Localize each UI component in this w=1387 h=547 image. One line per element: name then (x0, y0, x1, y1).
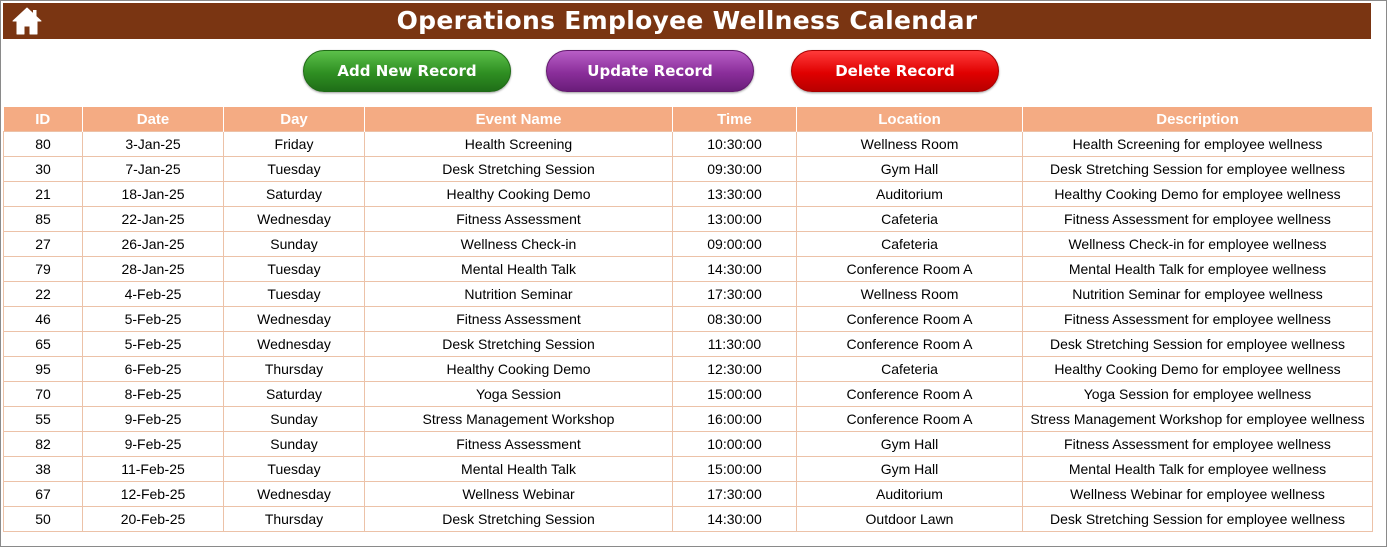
column-header-id[interactable]: ID (4, 107, 83, 132)
cell-description[interactable]: Stress Management Workshop for employee wellness (1023, 407, 1373, 432)
home-icon[interactable] (11, 6, 43, 36)
cell-day[interactable]: Tuesday (224, 257, 365, 282)
column-header-description[interactable]: Description (1023, 107, 1373, 132)
table-row[interactable] (4, 407, 1373, 432)
cell-event-name[interactable]: Wellness Webinar (365, 482, 673, 507)
cell-location[interactable]: Wellness Room (797, 132, 1023, 157)
cell-description[interactable]: Desk Stretching Session for employee wellness (1023, 507, 1373, 532)
table-row[interactable] (4, 282, 1373, 307)
cell-id[interactable]: 80 (4, 132, 83, 157)
cell-day[interactable]: Wednesday (224, 332, 365, 357)
page-title: Operations Employee Wellness Calendar (396, 6, 978, 35)
cell-event-name[interactable]: Desk Stretching Session (365, 157, 673, 182)
cell-time[interactable]: 12:30:00 (673, 357, 797, 382)
cell-id[interactable]: 30 (4, 157, 83, 182)
cell-id[interactable]: 82 (4, 432, 83, 457)
cell-id[interactable]: 95 (4, 357, 83, 382)
cell-event-name[interactable]: Yoga Session (365, 382, 673, 407)
cell-date[interactable]: 9-Feb-25 (83, 407, 224, 432)
cell-location[interactable]: Auditorium (797, 482, 1023, 507)
table-row[interactable] (4, 507, 1373, 532)
cell-date[interactable]: 6-Feb-25 (83, 357, 224, 382)
cell-id[interactable]: 55 (4, 407, 83, 432)
cell-description[interactable]: Desk Stretching Session for employee wellness (1023, 157, 1373, 182)
cell-time[interactable]: 13:00:00 (673, 207, 797, 232)
cell-time[interactable]: 09:00:00 (673, 232, 797, 257)
cell-id[interactable]: 22 (4, 282, 83, 307)
cell-description[interactable]: Health Screening for employee wellness (1023, 132, 1373, 157)
cell-id[interactable]: 21 (4, 182, 83, 207)
add-new-record-button[interactable]: Add New Record (303, 50, 511, 92)
cell-event-name[interactable]: Mental Health Talk (365, 457, 673, 482)
cell-time[interactable]: 08:30:00 (673, 307, 797, 332)
cell-date[interactable]: 8-Feb-25 (83, 382, 224, 407)
delete-record-button[interactable]: Delete Record (791, 50, 999, 92)
cell-date[interactable]: 9-Feb-25 (83, 432, 224, 457)
cell-location[interactable]: Gym Hall (797, 457, 1023, 482)
column-header-time[interactable]: Time (673, 107, 797, 132)
cell-time[interactable]: 16:00:00 (673, 407, 797, 432)
cell-event-name[interactable]: Nutrition Seminar (365, 282, 673, 307)
table-header-row (4, 107, 1373, 132)
cell-time[interactable]: 17:30:00 (673, 282, 797, 307)
column-header-location[interactable]: Location (797, 107, 1023, 132)
cell-event-name[interactable]: Wellness Check-in (365, 232, 673, 257)
cell-time[interactable]: 15:00:00 (673, 457, 797, 482)
cell-location[interactable]: Conference Room A (797, 257, 1023, 282)
cell-event-name[interactable]: Mental Health Talk (365, 257, 673, 282)
cell-time[interactable]: 11:30:00 (673, 332, 797, 357)
cell-date[interactable]: 4-Feb-25 (83, 282, 224, 307)
cell-day[interactable]: Sunday (224, 232, 365, 257)
cell-day[interactable]: Thursday (224, 507, 365, 532)
cell-day[interactable]: Tuesday (224, 157, 365, 182)
cell-date[interactable]: 22-Jan-25 (83, 207, 224, 232)
cell-day[interactable]: Sunday (224, 432, 365, 457)
cell-date[interactable]: 3-Jan-25 (83, 132, 224, 157)
cell-time[interactable]: 09:30:00 (673, 157, 797, 182)
cell-description[interactable]: Healthy Cooking Demo for employee wellness (1023, 182, 1373, 207)
cell-date[interactable]: 12-Feb-25 (83, 482, 224, 507)
cell-date[interactable]: 5-Feb-25 (83, 332, 224, 357)
cell-location[interactable]: Auditorium (797, 182, 1023, 207)
cell-description[interactable]: Fitness Assessment for employee wellness (1023, 307, 1373, 332)
cell-description[interactable]: Wellness Check-in for employee wellness (1023, 232, 1373, 257)
cell-event-name[interactable]: Healthy Cooking Demo (365, 357, 673, 382)
table-row[interactable] (4, 307, 1373, 332)
table-row[interactable] (4, 332, 1373, 357)
cell-location[interactable]: Wellness Room (797, 282, 1023, 307)
cell-id[interactable]: 46 (4, 307, 83, 332)
cell-time[interactable]: 17:30:00 (673, 482, 797, 507)
cell-location[interactable]: Conference Room A (797, 382, 1023, 407)
cell-day[interactable]: Wednesday (224, 482, 365, 507)
cell-description[interactable]: Desk Stretching Session for employee wellness (1023, 332, 1373, 357)
cell-event-name[interactable]: Desk Stretching Session (365, 507, 673, 532)
cell-id[interactable]: 27 (4, 232, 83, 257)
cell-event-name[interactable]: Fitness Assessment (365, 307, 673, 332)
cell-description[interactable]: Mental Health Talk for employee wellness (1023, 457, 1373, 482)
cell-description[interactable]: Fitness Assessment for employee wellness (1023, 207, 1373, 232)
cell-day[interactable]: Wednesday (224, 207, 365, 232)
cell-date[interactable]: 11-Feb-25 (83, 457, 224, 482)
table-body (4, 132, 1373, 532)
cell-location[interactable]: Cafeteria (797, 232, 1023, 257)
cell-event-name[interactable]: Fitness Assessment (365, 432, 673, 457)
cell-id[interactable]: 67 (4, 482, 83, 507)
cell-day[interactable]: Thursday (224, 357, 365, 382)
cell-day[interactable]: Sunday (224, 407, 365, 432)
table-row[interactable] (4, 257, 1373, 282)
cell-description[interactable]: Healthy Cooking Demo for employee wellness (1023, 357, 1373, 382)
cell-day[interactable]: Saturday (224, 182, 365, 207)
cell-date[interactable]: 28-Jan-25 (83, 257, 224, 282)
cell-location[interactable]: Cafeteria (797, 357, 1023, 382)
cell-date[interactable]: 18-Jan-25 (83, 182, 224, 207)
cell-location[interactable]: Outdoor Lawn (797, 507, 1023, 532)
cell-id[interactable]: 79 (4, 257, 83, 282)
cell-day[interactable]: Wednesday (224, 307, 365, 332)
cell-day[interactable]: Saturday (224, 382, 365, 407)
table-row[interactable] (4, 182, 1373, 207)
cell-date[interactable]: 7-Jan-25 (83, 157, 224, 182)
cell-description[interactable]: Mental Health Talk for employee wellness (1023, 257, 1373, 282)
cell-time[interactable]: 14:30:00 (673, 507, 797, 532)
cell-day[interactable]: Friday (224, 132, 365, 157)
cell-event-name[interactable]: Desk Stretching Session (365, 332, 673, 357)
cell-description[interactable]: Fitness Assessment for employee wellness (1023, 432, 1373, 457)
table-row[interactable] (4, 382, 1373, 407)
records-table (3, 107, 1373, 532)
cell-id[interactable]: 50 (4, 507, 83, 532)
cell-location[interactable]: Gym Hall (797, 157, 1023, 182)
cell-location[interactable]: Conference Room A (797, 407, 1023, 432)
cell-event-name[interactable]: Healthy Cooking Demo (365, 182, 673, 207)
table-row[interactable] (4, 482, 1373, 507)
update-record-button[interactable]: Update Record (546, 50, 754, 92)
cell-description[interactable]: Yoga Session for employee wellness (1023, 382, 1373, 407)
cell-location[interactable]: Gym Hall (797, 432, 1023, 457)
cell-event-name[interactable]: Fitness Assessment (365, 207, 673, 232)
table-row[interactable] (4, 357, 1373, 382)
cell-date[interactable]: 5-Feb-25 (83, 307, 224, 332)
column-header-event-name[interactable]: Event Name (365, 107, 673, 132)
title-bar (3, 3, 1371, 39)
cell-time[interactable]: 10:00:00 (673, 432, 797, 457)
column-header-date[interactable]: Date (83, 107, 224, 132)
cell-event-name[interactable]: Stress Management Workshop (365, 407, 673, 432)
cell-id[interactable]: 70 (4, 382, 83, 407)
cell-day[interactable]: Tuesday (224, 282, 365, 307)
cell-id[interactable]: 85 (4, 207, 83, 232)
cell-time[interactable]: 13:30:00 (673, 182, 797, 207)
cell-time[interactable]: 10:30:00 (673, 132, 797, 157)
cell-date[interactable]: 20-Feb-25 (83, 507, 224, 532)
table-row[interactable] (4, 457, 1373, 482)
cell-description[interactable]: Nutrition Seminar for employee wellness (1023, 282, 1373, 307)
cell-date[interactable]: 26-Jan-25 (83, 232, 224, 257)
cell-time[interactable]: 15:00:00 (673, 382, 797, 407)
table-row[interactable] (4, 157, 1373, 182)
cell-description[interactable]: Wellness Webinar for employee wellness (1023, 482, 1373, 507)
table-row[interactable] (4, 432, 1373, 457)
cell-time[interactable]: 14:30:00 (673, 257, 797, 282)
cell-location[interactable]: Conference Room A (797, 307, 1023, 332)
cell-location[interactable]: Conference Room A (797, 332, 1023, 357)
column-header-day[interactable]: Day (224, 107, 365, 132)
cell-event-name[interactable]: Health Screening (365, 132, 673, 157)
cell-id[interactable]: 38 (4, 457, 83, 482)
table-row[interactable] (4, 232, 1373, 257)
cell-id[interactable]: 65 (4, 332, 83, 357)
table-row[interactable] (4, 132, 1373, 157)
cell-location[interactable]: Cafeteria (797, 207, 1023, 232)
table-row[interactable] (4, 207, 1373, 232)
cell-day[interactable]: Tuesday (224, 457, 365, 482)
